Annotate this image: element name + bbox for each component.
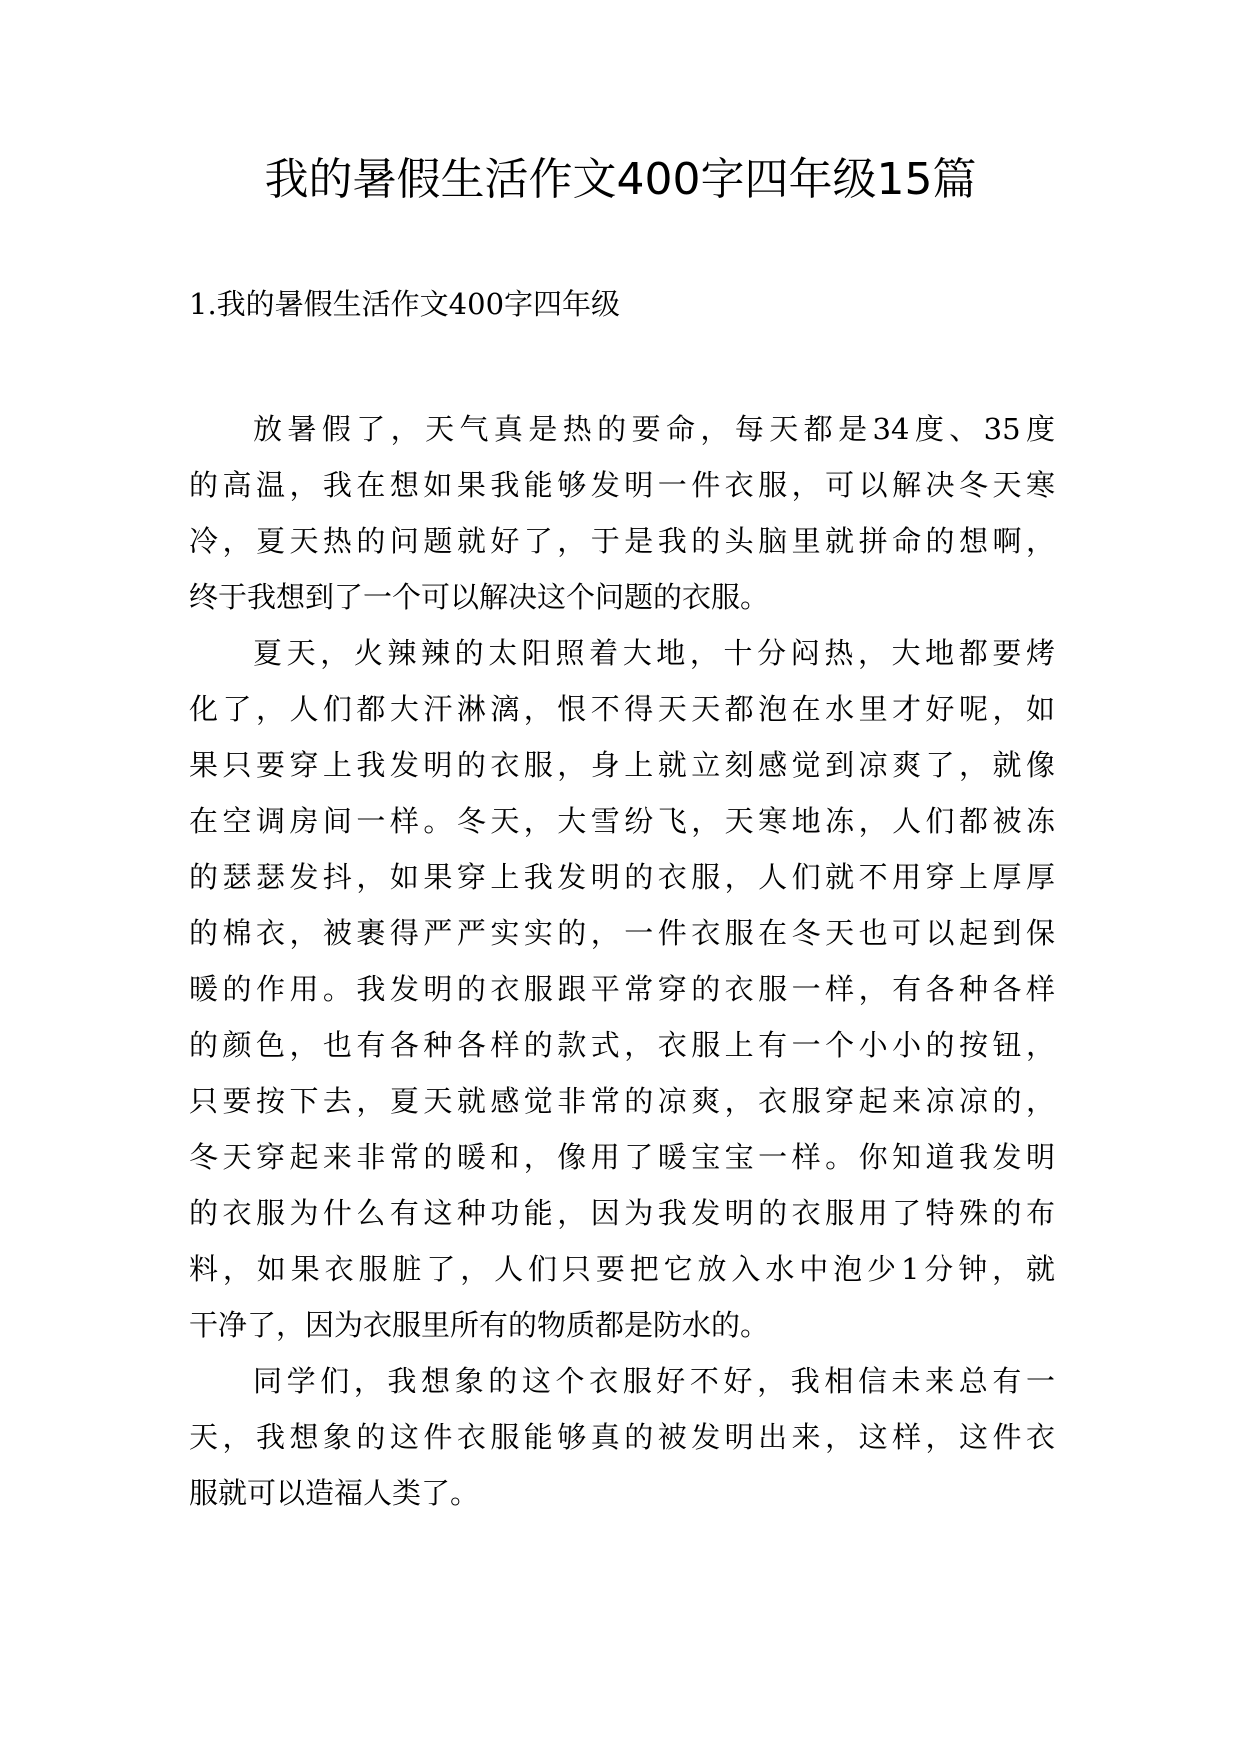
paragraph-line: 放暑假了，天气真是热的要命，每天都是34度、35度 (253, 412, 1055, 446)
paragraph-line: 冷，夏天热的问题就好了，于是我的头脑里就拼命的想啊， (189, 524, 1055, 558)
paragraph-line: 冬天穿起来非常的暖和，像用了暖宝宝一样。你知道我发明 (189, 1140, 1055, 1174)
paragraph-line: 夏天，火辣辣的太阳照着大地，十分闷热，大地都要烤 (253, 636, 1055, 670)
paragraph-2 (189, 625, 1055, 1353)
paragraph-line: 干净了，因为衣服里所有的物质都是防水的。 (189, 1308, 770, 1342)
paragraph-line: 服就可以造福人类了。 (189, 1476, 480, 1510)
essay-body (189, 401, 1055, 1521)
paragraph-line: 只要按下去，夏天就感觉非常的凉爽，衣服穿起来凉凉的， (189, 1084, 1055, 1118)
paragraph-line: 的瑟瑟发抖，如果穿上我发明的衣服，人们就不用穿上厚厚 (189, 860, 1055, 894)
paragraph-line: 同学们，我想象的这个衣服好不好，我相信未来总有一 (253, 1364, 1055, 1398)
paragraph-line: 暖的作用。我发明的衣服跟平常穿的衣服一样，有各种各样 (189, 972, 1055, 1006)
paragraph-line: 的衣服为什么有这种功能，因为我发明的衣服用了特殊的布 (189, 1196, 1055, 1230)
paragraph-line: 天，我想象的这件衣服能够真的被发明出来，这样，这件衣 (189, 1420, 1055, 1454)
paragraph-line: 在空调房间一样。冬天，大雪纷飞，天寒地冻，人们都被冻 (189, 804, 1055, 838)
paragraph-1 (189, 401, 1055, 625)
paragraph-line: 料，如果衣服脏了，人们只要把它放入水中泡少1分钟，就 (189, 1252, 1055, 1286)
paragraph-line: 的高温，我在想如果我能够发明一件衣服，可以解决冬天寒 (189, 468, 1055, 502)
paragraph-3 (189, 1353, 1055, 1521)
document-title: 我的暑假生活作文400字四年级15篇 (264, 154, 977, 205)
paragraph-line: 的棉衣，被裹得严严实实的，一件衣服在冬天也可以起到保 (189, 916, 1055, 950)
paragraph-line: 终于我想到了一个可以解决这个问题的衣服。 (189, 580, 770, 614)
section-heading: 1.我的暑假生活作文400字四年级 (189, 287, 621, 321)
paragraph-line: 果只要穿上我发明的衣服，身上就立刻感觉到凉爽了，就像 (189, 748, 1055, 782)
paragraph-line: 的颜色，也有各种各样的款式，衣服上有一个小小的按钮， (189, 1028, 1055, 1062)
paragraph-line: 化了，人们都大汗淋漓，恨不得天天都泡在水里才好呢，如 (189, 692, 1055, 726)
